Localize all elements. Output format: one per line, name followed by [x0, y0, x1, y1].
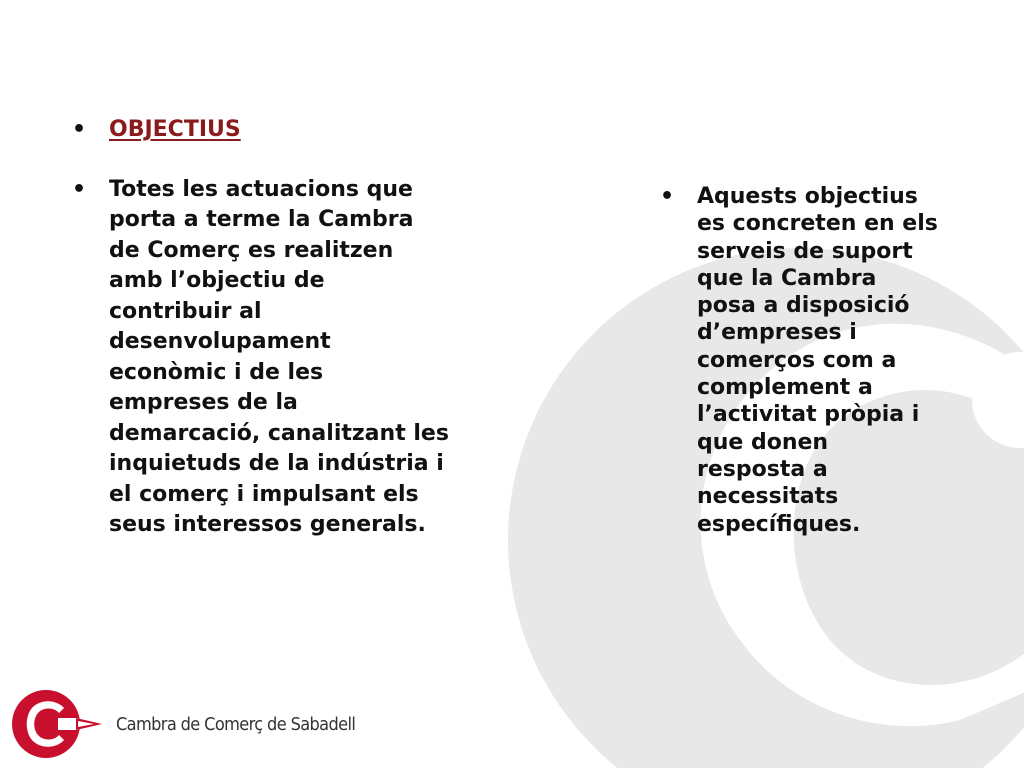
- left-paragraph-line: demarcació, canalitzant les: [109, 420, 449, 446]
- left-paragraph-line: amb l’objectiu de: [109, 268, 325, 293]
- bullet-item-paragraph: [72, 175, 512, 541]
- left-paragraph-line: de Comerç es realitzen: [109, 237, 394, 263]
- right-paragraph-line: que la Cambra: [697, 265, 877, 291]
- right-column: [660, 183, 1000, 538]
- bullet-dot-icon: •: [72, 117, 87, 142]
- left-paragraph-line: seus interessos generals.: [109, 512, 426, 537]
- right-paragraph-line: posa a disposició: [697, 293, 910, 319]
- footer-branding: [12, 688, 382, 760]
- right-paragraph: [697, 184, 938, 537]
- right-paragraph-line: l’activitat pròpia i: [697, 402, 920, 428]
- section-heading: OBJECTIUS: [109, 117, 241, 142]
- left-paragraph-line: Totes les actuacions que: [109, 176, 413, 202]
- right-paragraph-line: Aquests objectius: [697, 184, 918, 209]
- left-bullet-list: [72, 115, 512, 541]
- left-paragraph-line: desenvolupament: [109, 329, 331, 354]
- right-paragraph-line: d’empreses i: [697, 320, 857, 346]
- right-paragraph-line: es concreten en els: [697, 211, 938, 237]
- left-paragraph-line: econòmic i de les: [109, 359, 324, 385]
- cambra-logo-icon: [12, 688, 104, 760]
- organization-name: Cambra de Comerç de Sabadell: [116, 713, 356, 735]
- right-paragraph-line: complement a: [697, 375, 873, 401]
- right-paragraph-line: específiques.: [697, 511, 861, 537]
- right-paragraph-line: que donen: [697, 429, 829, 455]
- bullet-dot-icon: •: [72, 176, 87, 202]
- bullet-item-paragraph: [660, 183, 1000, 538]
- left-paragraph-line: inquietuds de la indústria i: [109, 451, 444, 476]
- left-paragraph-line: el comerç i impulsant els: [109, 481, 419, 507]
- left-column: [72, 115, 512, 541]
- left-paragraph-line: porta a terme la Cambra: [109, 207, 414, 232]
- bullet-item-heading: [72, 115, 512, 146]
- right-paragraph-line: serveis de suport: [697, 238, 913, 264]
- right-paragraph-line: necessitats: [697, 484, 839, 510]
- right-paragraph-line: comerços com a: [697, 347, 897, 373]
- left-paragraph: [109, 177, 449, 538]
- bullet-dot-icon: •: [660, 184, 675, 209]
- right-bullet-list: [660, 183, 1000, 538]
- right-paragraph-line: resposta a: [697, 456, 828, 482]
- left-paragraph-line: contribuir al: [109, 298, 262, 324]
- left-paragraph-line: empreses de la: [109, 390, 298, 415]
